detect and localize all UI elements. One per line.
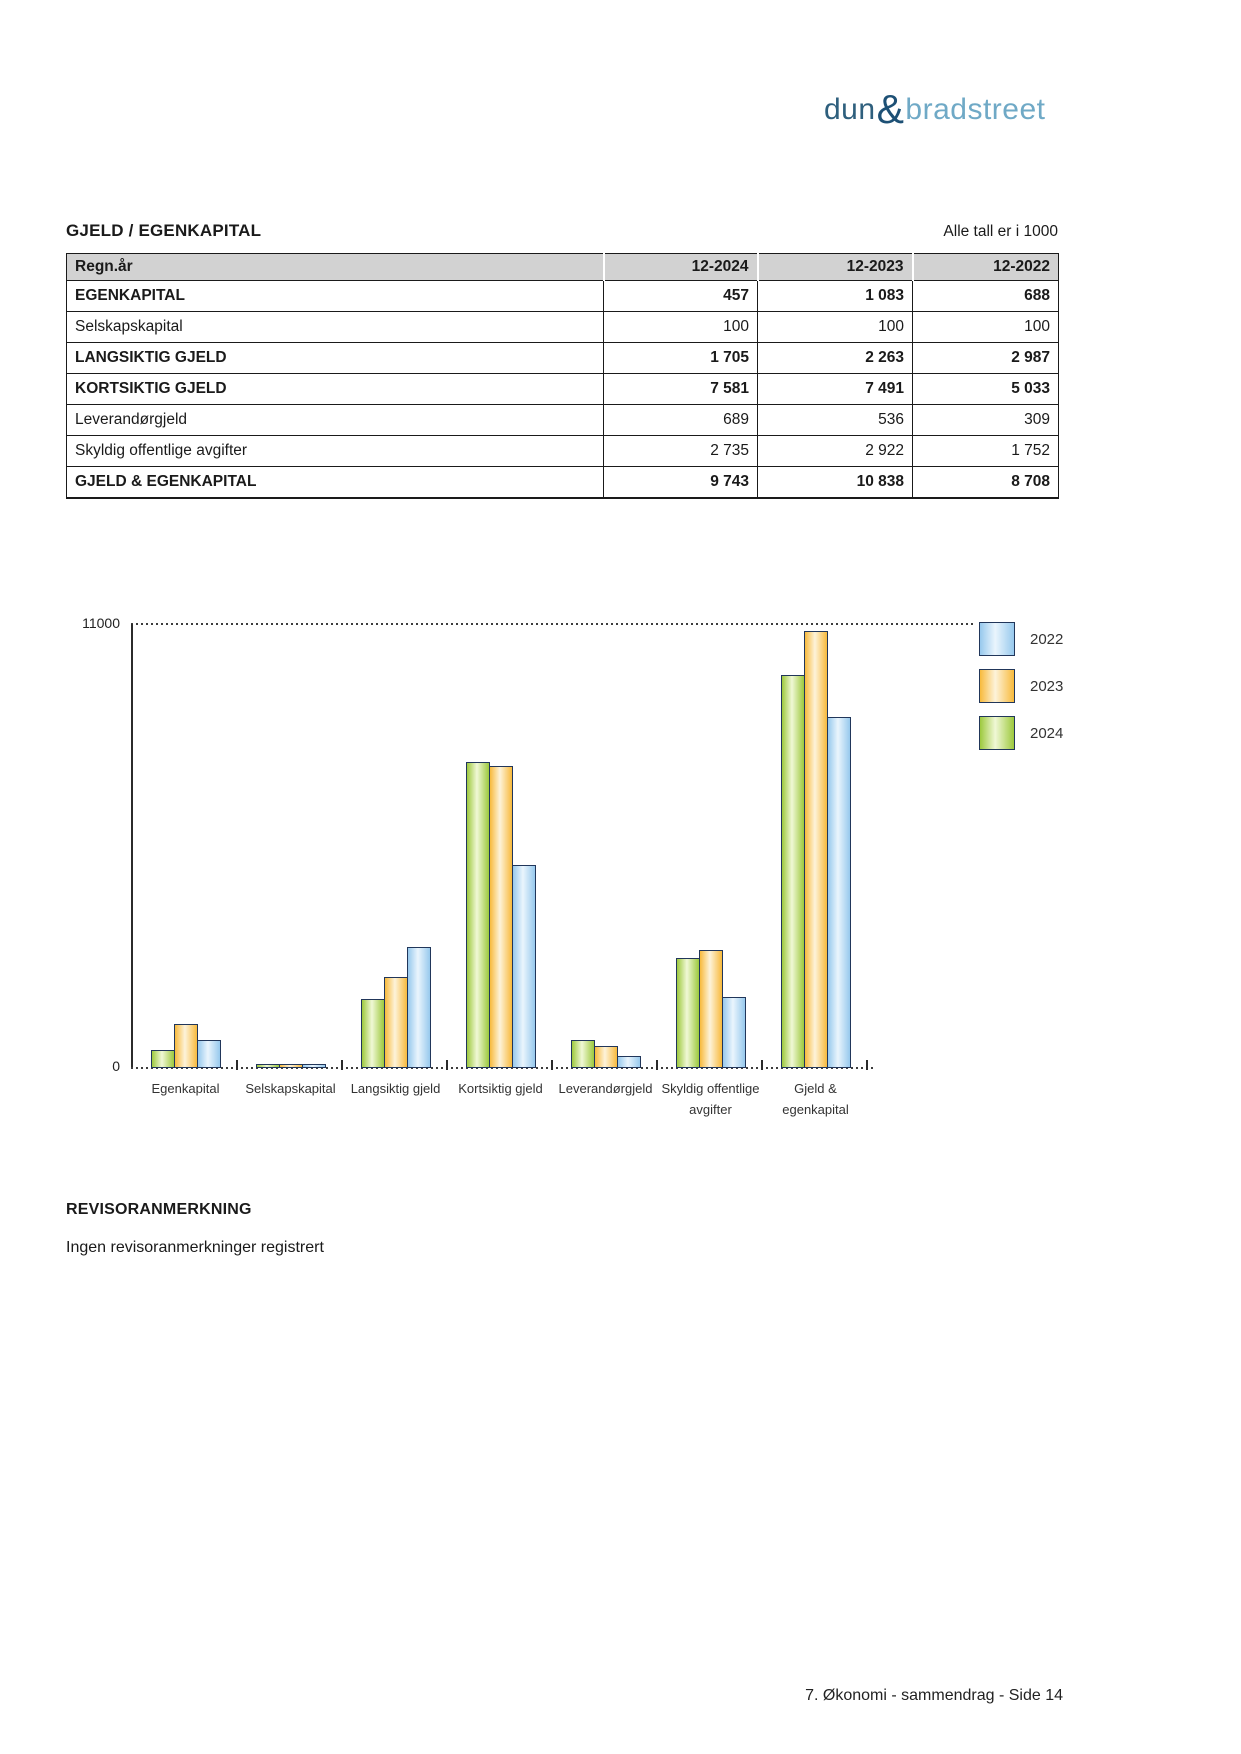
bar-2024 [571,1040,595,1068]
table-row [67,436,1059,467]
row-label: Skyldig offentlige avgifter [67,436,604,467]
x-axis-tick [761,1060,763,1070]
row-value: 688 [913,281,1059,312]
logo-bradstreet-text: bradstreet [905,93,1046,126]
row-value: 2 987 [913,343,1059,374]
row-value: 5 033 [913,374,1059,405]
x-axis-tick [866,1060,868,1070]
row-value: 9 743 [604,467,758,499]
table-row [67,467,1059,499]
table-row [67,405,1059,436]
x-axis-label: Kortsiktig gjeld [458,1081,543,1096]
table-row [67,374,1059,405]
bar-2024 [676,958,700,1068]
row-value: 100 [913,312,1059,343]
legend-swatch-2022 [979,622,1015,656]
legend-label: 2022 [1030,630,1064,648]
row-value: 1 705 [604,343,758,374]
x-axis-labels [133,1078,868,1120]
row-value: 457 [604,281,758,312]
revisor-text: Ingen revisoranmerkninger registrert [66,1239,324,1256]
x-axis-tick [656,1060,658,1070]
bar-2022 [197,1040,221,1068]
units-note: Alle tall er i 1000 [943,223,1058,240]
row-value: 2 922 [758,436,913,467]
column-header-12-2024: 12-2024 [604,254,758,281]
row-value: 100 [604,312,758,343]
table-row [67,281,1059,312]
row-label: EGENKAPITAL [67,281,604,312]
bar-2023 [174,1024,198,1068]
legend-swatch-2023 [979,669,1015,703]
dun-bradstreet-logo [824,82,1046,132]
bar-group-selskapskapital [238,624,343,1068]
row-label: GJELD & EGENKAPITAL [67,467,604,499]
bar-2024 [256,1064,280,1068]
table-row [67,312,1059,343]
revisor-title: REVISORANMERKNING [66,1201,252,1218]
y-axis-max-label: 11000 [82,615,120,631]
column-header-12-2022: 12-2022 [913,254,1059,281]
x-axis-label: Gjeld & egenkapital [782,1081,849,1117]
logo-dun-text: dun [824,93,876,126]
bar-2023 [384,977,408,1068]
bar-2022 [302,1064,326,1068]
x-axis-label: Leverandørgjeld [558,1081,653,1096]
y-axis-zero-label: 0 [112,1058,120,1074]
section-header [66,221,1058,241]
bar-2022 [827,717,851,1068]
column-header-regnaar: Regn.år [67,254,604,281]
bar-group-leverand-rgjeld [553,624,658,1068]
row-value: 8 708 [913,467,1059,499]
row-value: 7 581 [604,374,758,405]
bar-2023 [804,631,828,1068]
row-value: 10 838 [758,467,913,499]
bar-group-langsiktig-gjeld [343,624,448,1068]
bar-2023 [489,766,513,1068]
x-axis-label: Langsiktig gjeld [350,1081,441,1096]
balance-table [66,253,1059,499]
table-row [67,343,1059,374]
bar-chart-plot [133,624,868,1068]
bar-2024 [466,762,490,1068]
bar-group-kortsiktig-gjeld [448,624,553,1068]
row-label: Leverandørgjeld [67,405,604,436]
bar-group-gjeld-egenkapital [763,624,868,1068]
bar-group-skyldig-offentlige-avgifter [658,624,763,1068]
x-axis-tick [236,1060,238,1070]
bar-2023 [279,1064,303,1068]
row-label: Selskapskapital [67,312,604,343]
row-value: 100 [758,312,913,343]
bar-2023 [594,1046,618,1068]
bar-2022 [512,865,536,1068]
bar-2023 [699,950,723,1068]
row-value: 536 [758,405,913,436]
x-axis-label: Selskapskapital [245,1081,336,1096]
bar-2022 [722,997,746,1068]
x-axis-tick [551,1060,553,1070]
legend-item-2022 [979,622,1063,656]
bar-group-egenkapital [133,624,238,1068]
table-header-row [67,254,1059,281]
row-value: 689 [604,405,758,436]
legend-label: 2024 [1030,724,1064,742]
row-value: 2 735 [604,436,758,467]
section-title: GJELD / EGENKAPITAL [66,221,262,240]
page-footer: 7. Økonomi - sammendrag - Side 14 [805,1687,1063,1704]
logo-ampersand-icon: & [876,86,905,132]
bar-2024 [361,999,385,1068]
x-axis-label: Egenkapital [151,1081,220,1096]
row-value: 2 263 [758,343,913,374]
bar-2022 [617,1056,641,1068]
bar-2024 [781,675,805,1068]
legend-label: 2023 [1030,677,1064,695]
legend-item-2024 [979,716,1063,750]
bar-2024 [151,1050,175,1068]
row-label: LANGSIKTIG GJELD [67,343,604,374]
x-axis-tick [341,1060,343,1070]
row-value: 7 491 [758,374,913,405]
row-value: 309 [913,405,1059,436]
x-axis-label: Skyldig offentlige avgifter [661,1081,760,1117]
x-axis-tick [446,1060,448,1070]
legend-swatch-2024 [979,716,1015,750]
row-value: 1 083 [758,281,913,312]
column-header-12-2023: 12-2023 [758,254,913,281]
bar-2022 [407,947,431,1068]
row-value: 1 752 [913,436,1059,467]
legend-item-2023 [979,669,1063,703]
chart-legend [979,622,1063,763]
row-label: KORTSIKTIG GJELD [67,374,604,405]
